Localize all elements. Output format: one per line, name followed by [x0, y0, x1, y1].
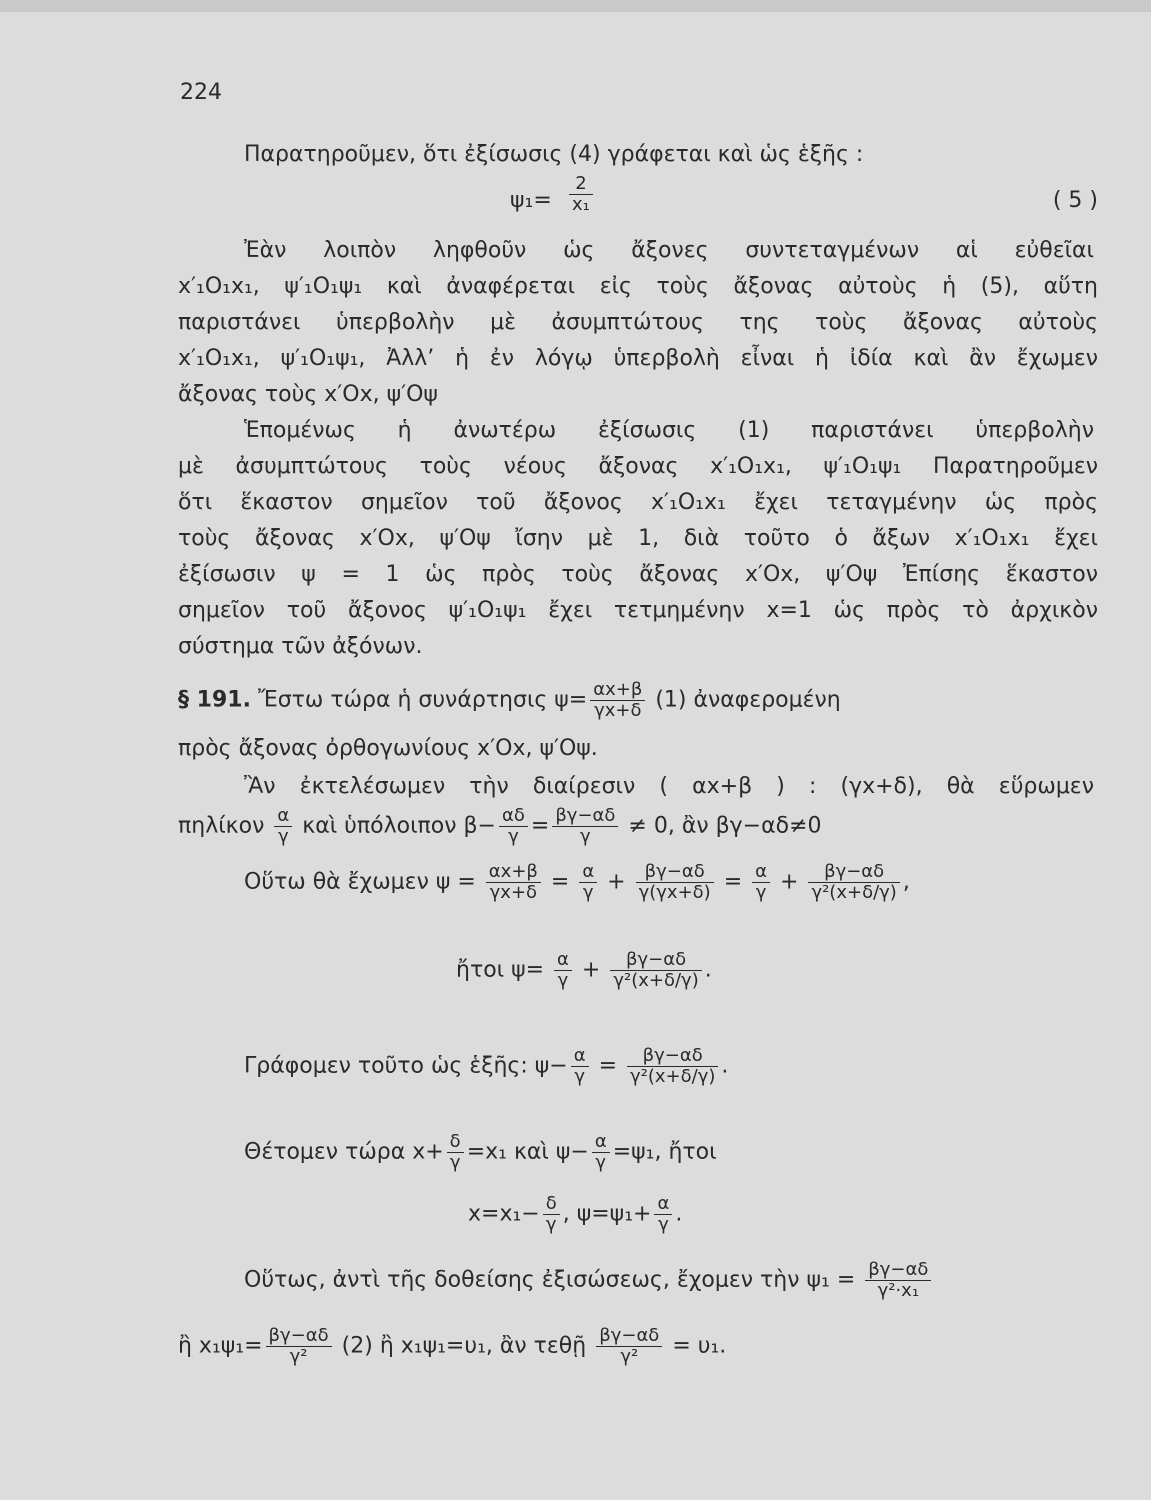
fraction: $\frac{\beta\gamma-\alpha\delta}{\text{γ²·x₁}}$	[865, 1260, 931, 1301]
eq5-number: ( 5 )	[1052, 188, 1098, 213]
fraction: $\frac{\alpha}{\gamma}$	[579, 862, 597, 903]
page-top-edge	[0, 0, 1151, 12]
page-number: 224	[180, 80, 222, 105]
fraction: $\frac{\alpha}{\gamma}$	[654, 1194, 672, 1235]
fraction: $\frac{\alpha}{\gamma}$	[592, 1132, 610, 1173]
equation-line: Θέτομεν τώρα x+ $\frac{\delta}{\gamma}$ =x₁ καὶ ψ− $\frac{\alpha}{\gamma}$ =ψ₁, ἤτοι	[244, 1131, 717, 1173]
fraction: $\frac{\alpha}{\gamma}$	[571, 1046, 589, 1087]
text-line: Παρατηροῦμεν, ὅτι ἐξίσωσις (4) γράφεται καὶ ὡς ἑξῆς :	[244, 142, 864, 167]
section-number: § 191.	[178, 687, 251, 713]
text-line: x′₁O₁x₁, ψ′₁O₁ψ₁, Ἀλλ’ ἡ ἐν λόγῳ ὑπερβολὴ εἶναι ἡ ἰδία καὶ ἂν ἔχωμεν	[178, 346, 1098, 371]
text-line: ἄξονας τοὺς x′Ox, ψ′Oψ	[178, 382, 438, 407]
eq5-num: 2	[569, 174, 593, 195]
text-line: παριστάνει ὑπερβολὴν μὲ ἀσυμπτώτους της τοὺς ἄξονας αὐτοὺς	[178, 310, 1098, 335]
fraction: $\frac{\beta\gamma-\alpha\delta}{\text{γ²}}$	[266, 1326, 332, 1367]
text-line: ὅτι ἕκαστον σημεῖον τοῦ ἄξονος x′₁O₁x₁ ἔχει τεταγμένην ὡς πρὸς	[178, 490, 1098, 515]
text-line: πρὸς ἄξονας ὀρθογωνίους x′Ox, ψ′Oψ.	[178, 736, 598, 761]
fraction: $\frac{\beta\gamma-\alpha\delta}{\text{γ²}}$	[596, 1326, 662, 1367]
fraction: $\frac{\beta\gamma-\alpha\delta}{\text{γ²(x+δ/γ)}}$	[808, 862, 899, 903]
equation-line: Οὕτω θὰ ἔχωμεν ψ = $\frac{\alpha x+\beta}{\gamma x+\delta}$ = $\frac{\alpha}{\gamma}$ + $\frac{\beta\gamma-\alpha\delta}{\gamma(\gamma x+\delta)}$ = $\frac{\alpha}{\gamma}$ + $\frac{\beta\gamma-\alpha\delta}{\text{γ²(x+δ/γ)}}$ ,	[244, 861, 910, 903]
eq5-den: x₁	[572, 194, 590, 215]
equation-line: x=x₁− $\frac{\delta}{\gamma}$ , ψ=ψ₁+ $\frac{\alpha}{\gamma}$ .	[468, 1193, 683, 1235]
fraction: $\frac{\beta\gamma-\alpha\delta}{\gamma(\gamma x+\delta)}$	[636, 862, 714, 903]
fraction: $\frac{\beta\gamma-\alpha\delta}{\text{γ²(x+δ/γ)}}$	[627, 1046, 718, 1087]
fraction: $\frac{\delta}{\gamma}$	[447, 1132, 464, 1173]
equation-line: Γράφομεν τοῦτο ὡς ἑξῆς: ψ− $\frac{\alpha}{\gamma}$ = $\frac{\beta\gamma-\alpha\delta}{\text{γ²(x+δ/γ)}}$ .	[244, 1045, 729, 1087]
text-line: ἐξίσωσιν ψ = 1 ὡς πρὸς τοὺς ἄξονας x′Ox, ψ′Oψ Ἐπίσης ἕκαστον	[178, 562, 1098, 587]
text-line: σημεῖον τοῦ ἄξονος ψ′₁O₁ψ₁ ἔχει τετμημένην x=1 ὡς πρὸς τὸ ἀρχικὸν	[178, 598, 1098, 623]
equation-line: ἤτοι ψ= $\frac{\alpha}{\gamma}$ + $\frac{\beta\gamma-\alpha\delta}{\text{γ²(x+δ/γ)}}$ .	[456, 949, 712, 991]
text-line: Ἑπομένως ἡ ἀνωτέρω ἐξίσωσις (1) παριστάνει ὑπερβολὴν	[244, 418, 1094, 443]
fraction: $\frac{\alpha}{\gamma}$	[752, 862, 770, 903]
section-fraction: $\frac{\alpha x+\beta}{\gamma x+\delta}$	[590, 680, 645, 721]
equation-line: ἢ x₁ψ₁= $\frac{\beta\gamma-\alpha\delta}{\text{γ²}}$ (2) ἢ x₁ψ₁=υ₁, ἂν τεθῇ $\frac{\beta\gamma-\alpha\delta}{\text{γ²}}$ = υ₁.	[178, 1325, 727, 1367]
fraction: $\frac{\alpha\delta}{\gamma}$	[499, 806, 528, 847]
text-line: μὲ ἀσυμπτώτους τοὺς νέους ἄξονας x′₁O₁x₁, ψ′₁O₁ψ₁ Παρατηροῦμεν	[178, 454, 1098, 479]
quotient-line: πηλίκον $\frac{\alpha}{\gamma}$ καὶ ὑπόλοιπον β− $\frac{\alpha\delta}{\gamma}$ = $\frac{\beta\gamma-\alpha\delta}{\gamma}$ ≠ 0, ἂν βγ−αδ≠0	[178, 805, 822, 847]
fraction: $\frac{\alpha x+\beta}{\gamma x+\delta}$	[486, 862, 541, 903]
section-text: Ἔστω τώρα ἡ συνάρτησις ψ=	[257, 687, 588, 713]
text-line: x′₁O₁x₁, ψ′₁O₁ψ₁ καὶ ἀναφέρεται εἰς τοὺς ἄξονας αὐτοὺς ἡ (5), αὕτη	[178, 274, 1098, 299]
eq5-lhs: ψ₁=	[510, 188, 552, 213]
text-line: Ἐὰν λοιπὸν ληφθοῦν ὡς ἄξονες συντεταγμένων αἱ εὐθεῖαι	[244, 238, 1094, 263]
fraction: $\frac{\delta}{\gamma}$	[543, 1194, 560, 1235]
equation-5	[178, 173, 1098, 226]
equation-line: Οὕτως, ἀντὶ τῆς δοθείσης ἐξισώσεως, ἔχομεν τὴν ψ₁ = $\frac{\beta\gamma-\alpha\delta}{\text{γ²·x₁}}$	[244, 1260, 1151, 1310]
fraction: $\frac{\beta\gamma-\alpha\delta}{\gamma}$	[552, 806, 618, 847]
fraction: $\frac{\alpha}{\gamma}$	[274, 806, 292, 847]
text-line: σύστημα τῶν ἀξόνων.	[178, 634, 423, 659]
fraction: $\frac{\alpha}{\gamma}$	[554, 950, 572, 991]
text-line: τοὺς ἄξονας x′Ox, ψ′Oψ ἴσην μὲ 1, διὰ τοῦτο ὁ ἄξων x′₁O₁x₁ ἔχει	[178, 526, 1098, 551]
text-line: Ἂν ἐκτελέσωμεν τὴν διαίρεσιν ( αx+β ) : (γx+δ), θὰ εὕρωμεν	[244, 774, 1094, 799]
eq5-fraction	[569, 174, 593, 215]
fraction: $\frac{\beta\gamma-\alpha\delta}{\text{γ²(x+δ/γ)}}$	[610, 950, 701, 991]
section-191-heading	[178, 680, 1098, 730]
section-tail: (1) ἀναφερομένη	[655, 687, 841, 713]
